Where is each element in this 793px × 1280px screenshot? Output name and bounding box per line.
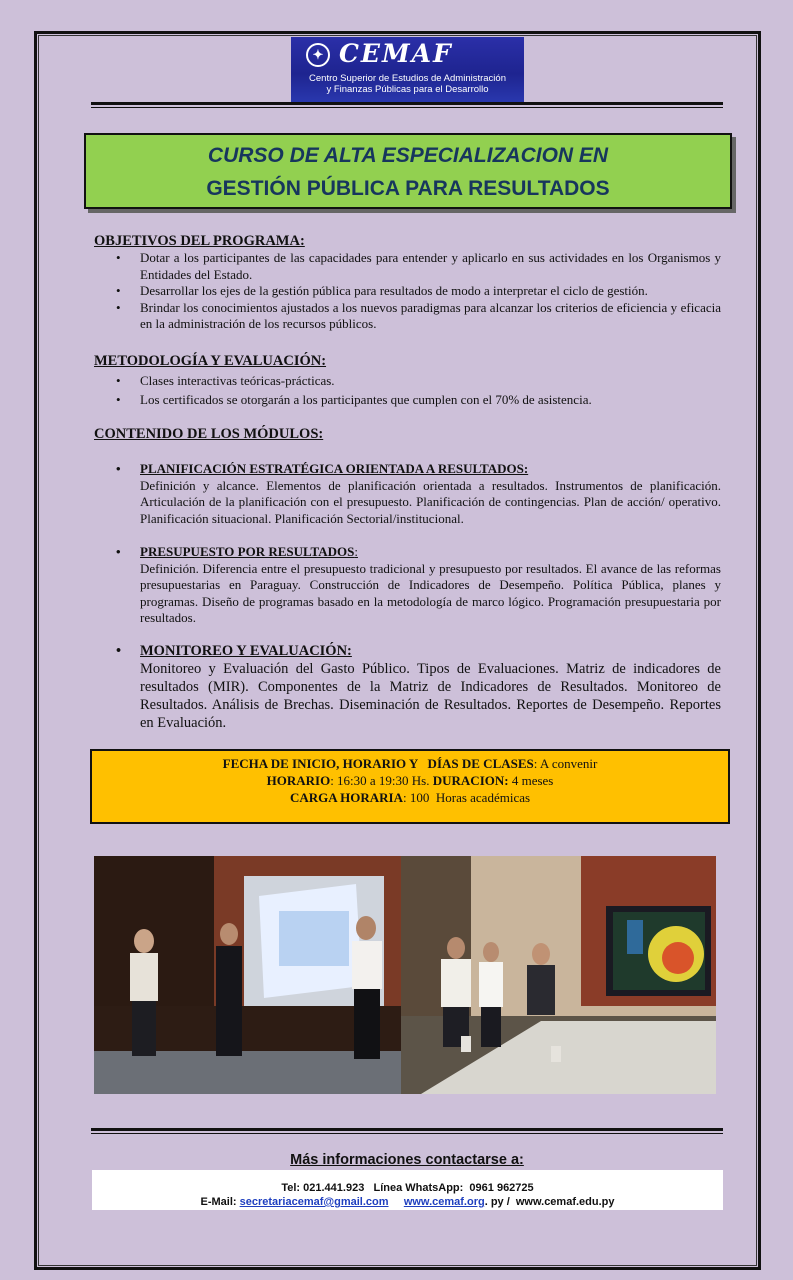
course-title-line2: GESTIÓN PÚBLICA PARA RESULTADOS (206, 177, 610, 200)
course-title-line1: CURSO DE ALTA ESPECIALIZACION EN (207, 144, 609, 167)
duracion-value: 4 meses (508, 773, 554, 788)
horario-label: HORARIO (266, 773, 331, 788)
classroom-photo-left (94, 856, 401, 1094)
course-info-box (90, 749, 730, 824)
module-description: Definición. Diferencia entre el presupuesto tradicional y presupuesto por resultados. El avance de las reformas presupuestarias en Paraguay. Construcción de Indicadores de Desempeño. Política Pública, planes y programas. Diseño de programas basado en la metodología de marco lógico. Programación presupuestaria por resultados. (140, 560, 721, 625)
logo-subtitle (291, 73, 524, 95)
module-title-text: PRESUPUESTO POR RESULTADOS (140, 544, 355, 559)
contact-phone-line: Tel: 021.441.923 Línea WhatsApp: 0961 962725 (281, 1182, 534, 1194)
bottom-divider (91, 1128, 723, 1134)
horario-value: : 16:30 a 19:30 Hs. (330, 773, 433, 788)
module-monitoreo (116, 643, 721, 732)
classroom-photo-right-image (401, 856, 716, 1094)
fecha-line (92, 755, 728, 772)
objetivos-list (116, 250, 721, 333)
module-title (116, 544, 721, 561)
list-item: • Desarrollar los ejes de la gestión pública para resultados de modo a interpretar el ciclo de gestión. (116, 283, 721, 300)
module-presupuesto (116, 544, 721, 627)
module-description: Monitoreo y Evaluación del Gasto Público. Tipos de Evaluaciones. Matriz de indicadores de resultados (MIR). Componentes de la Matriz de Indicadores de Resultados. Monitoreo de Resultados. Análisis de Brechas. Diseminación de Resultados. Reportes de Desempeño. Reportes en Evaluación. (140, 661, 721, 731)
metodologia-heading: METODOLOGÍA Y EVALUACIÓN: (94, 353, 327, 369)
contact-web-line (92, 1196, 723, 1208)
cemaf-logo (291, 37, 524, 104)
list-item: • Brindar los conocimientos ajustados a los nuevos paradigmas para alcanzar los criterios de eficiencia y eficacia en la administración de los recursos públicos. (116, 300, 721, 333)
contact-title: Más informaciones contactarse a: (290, 1152, 524, 1168)
carga-value: : 100 Horas académicas (402, 790, 531, 805)
contenido-heading: CONTENIDO DE LOS MÓDULOS: (94, 426, 324, 442)
list-item: • Dotar a los participantes de las capacidades para entender y aplicarlo en sus actividades en los Organismos y Entidades del Estado. (116, 250, 721, 283)
module-title: • PLANIFICACIÓN ESTRATÉGICA ORIENTADA A RESULTADOS: (116, 461, 721, 478)
module-title: • MONITOREO Y EVALUACIÓN: (116, 643, 721, 660)
module-description: Definición y alcance. Elementos de planificación orientada a resultados. Instrumentos de planificación. Articulación de la planificación con el presupuesto. Planificación de contingencias. Plan de acción/ operativo. Planificación situacional. Planificación Sectorial/institucional. (140, 477, 721, 526)
metodologia-list (116, 371, 721, 409)
duracion-label: DURACION: (432, 773, 509, 788)
course-title-box (84, 133, 732, 209)
carga-label: CARGA HORARIA (289, 790, 403, 805)
fecha-label: FECHA DE INICIO, HORARIO Y DÍAS DE CLASES (222, 756, 534, 771)
email-link[interactable]: secretariacemaf@gmail.com (239, 1196, 389, 1208)
top-divider (91, 102, 723, 108)
logo-name: CEMAF (339, 39, 453, 68)
email-label: E-Mail: (200, 1196, 240, 1208)
fecha-value: : A convenir (533, 756, 598, 771)
website-link-org[interactable]: www.cemaf.org (403, 1196, 485, 1208)
cemaf-emblem-icon: ✦ (306, 43, 330, 67)
contact-box (92, 1170, 723, 1210)
class-photos (94, 856, 716, 1094)
objetivos-heading: OBJETIVOS DEL PROGRAMA: (94, 233, 305, 249)
logo-subtitle-line2: y Finanzas Públicas para el Desarrollo (326, 84, 489, 95)
carga-line (92, 789, 728, 806)
module-title-suffix: : (354, 544, 358, 559)
classroom-photo-right (401, 856, 716, 1094)
website-suffix: . py / www.cemaf.edu.py (484, 1196, 615, 1208)
list-item: • Los certificados se otorgarán a los participantes que cumplen con el 70% de asistencia. (116, 390, 721, 409)
module-planificacion (116, 461, 721, 527)
logo-subtitle-line1: Centro Superior de Estudios de Administración (309, 73, 506, 84)
list-item: • Clases interactivas teóricas-prácticas. (116, 371, 721, 390)
horario-line (92, 772, 728, 789)
classroom-photo-left-image (94, 856, 401, 1094)
